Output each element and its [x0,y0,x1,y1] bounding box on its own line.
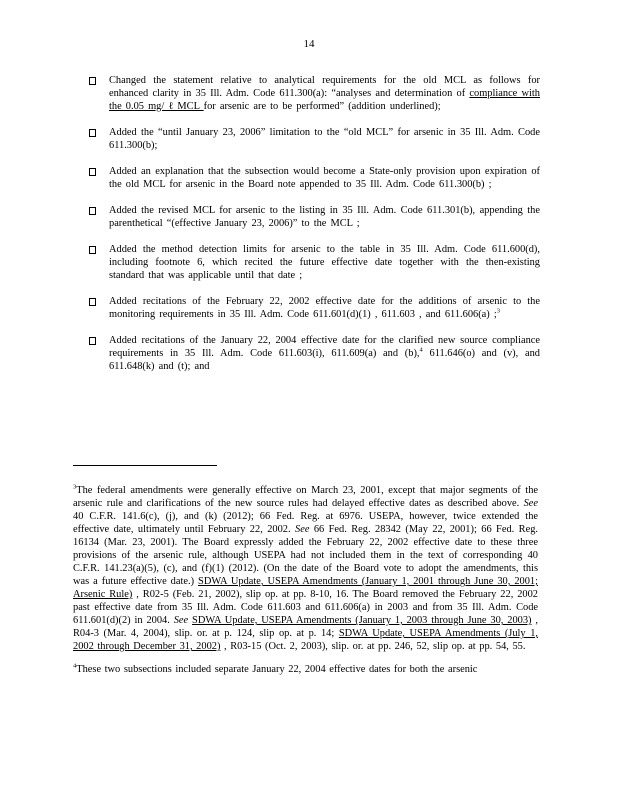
footnote-text: , R04-3 (Mar. 4, 2004), slip. or. at p. 124, slip op. at p. 14; [73,615,538,639]
bullet-text-tail: 611.646(o) and (v), and 611.648(k) and (t); and [109,348,540,372]
bullet-text-tail: for arsenic are to be performed” (addition underlined); [203,101,441,112]
checkbox-bullet-icon [89,298,96,306]
bullet-text: Added recitations of the February 22, 2002 effective date for the additions of arsenic to the monitoring requirements in 35 Ill. Adm. Code 611.601(d)(1) , 611.603 , and 611.606(a) ; [109,296,540,320]
footnote-ref-4[interactable]: 4 [419,346,423,354]
case-citation: SDWA Update, USEPA Amendments (January 1, 2003 through June 30, 2003) [192,615,532,626]
footnote-separator [73,465,217,466]
footnote-ref-3[interactable]: 3 [496,307,500,315]
checkbox-bullet-icon [89,337,96,345]
bullet-text: Added the method detection limits for arsenic to the table in 35 Ill. Adm. Code 611.600(d), including footnote 6, which recited the future effective date together with the then-existing standard that was applicable until that date ; [109,244,540,281]
footnote-text: 40 C.F.R. 141.6(c), (j), and (k) (2012); 66 Fed. Reg. at 6976. USEPA, however, twice extended the effective date, ultimately until February 22, 2002. [73,511,538,535]
footnote-text: These two subsections included separate January 22, 2004 effective dates for both the arsenic [76,664,478,675]
bullet-item [88,74,540,113]
checkbox-bullet-icon [89,77,96,85]
bullet-item [88,243,540,282]
underlined-addition: compliance with the 0.05 mg/ ℓ MCL [109,88,540,112]
bullet-text: Added an explanation that the subsection would become a State-only provision upon expiration of the old MCL for arsenic in the Board note appended to 35 Ill. Adm. Code 611.300(b) ; [109,166,540,190]
bullet-text: Added recitations of the January 22, 2004 effective date for the clarified new source compliance requirements in 35 Ill. Adm. Code 611.603(i), 611.609(a) and (b), [109,335,540,359]
footnote-mark: 4 [73,662,77,670]
bullet-item [88,204,540,230]
footnote-mark: 3 [73,483,77,491]
bullet-text: Added the revised MCL for arsenic to the listing in 35 Ill. Adm. Code 611.301(b), appending the parenthetical “(effective January 23, 2006)” to the MCL ; [109,205,540,229]
bullet-item [88,295,540,321]
footnote-text: , R03-15 (Oct. 2, 2003), slip. or. at pp. 246, 52, slip op. at pp. 54, 55. [220,641,526,652]
case-citation: SDWA Update, USEPA Amendments (July 1, 2002 through December 31, 2002) [73,628,538,652]
checkbox-bullet-icon [89,168,96,176]
footnote-3 [73,484,538,653]
bullet-item [88,165,540,191]
page-number: 14 [303,38,315,50]
bullet-item [88,334,540,373]
amendment-bullet-list [88,74,540,386]
footnotes [73,484,538,686]
checkbox-bullet-icon [89,129,96,137]
footnote-text: , R02-5 (Feb. 21, 2002), slip op. at pp. 8-10, 16. The Board removed the February 22, 2002 past effective date from 35 Ill. Adm. Code 611.603 and 611.606(a) in 2003 and from 35 Ill. Adm. Code 611.601(d)(2) in 2004. [73,589,539,626]
checkbox-bullet-icon [89,207,96,215]
see-signal: See [523,498,538,509]
footnote-text: The federal amendments were generally effective on March 23, 2001, except that major segments of the arsenic rule and clarifications of the new source rules had delayed effective dates as described above. [73,485,538,509]
see-signal: See [173,615,189,626]
case-citation: SDWA Update, USEPA Amendments (January 1, 2001 through June 30, 2001; Arsenic Rule) [73,576,538,600]
bullet-item [88,126,540,152]
see-signal: See [295,524,310,535]
bullet-text: Changed the statement relative to analytical requirements for the old MCL as follows for enhanced clarity in 35 Ill. Adm. Code 611.300(a): “analyses and determination of [109,75,540,99]
footnote-text: 66 Fed. Reg. 28342 (May 22, 2001); 66 Fed. Reg. 16134 (Mar. 23, 2001). The Board expressly added the February 22, 2002 effective date to these three provisions of the arsenic rule, although USEPA had not included them in the text of corresponding 40 C.F.R. 141.23(a)(5), (c), and (f)(1) (2012). (On the date of the Board vote to adopt the amendments, this was a future effective date.) [73,524,538,587]
bullet-text: Added the “until January 23, 2006” limitation to the “old MCL” for arsenic in 35 Ill. Adm. Code 611.300(b); [109,127,540,151]
footnote-4 [73,663,538,676]
checkbox-bullet-icon [89,246,96,254]
